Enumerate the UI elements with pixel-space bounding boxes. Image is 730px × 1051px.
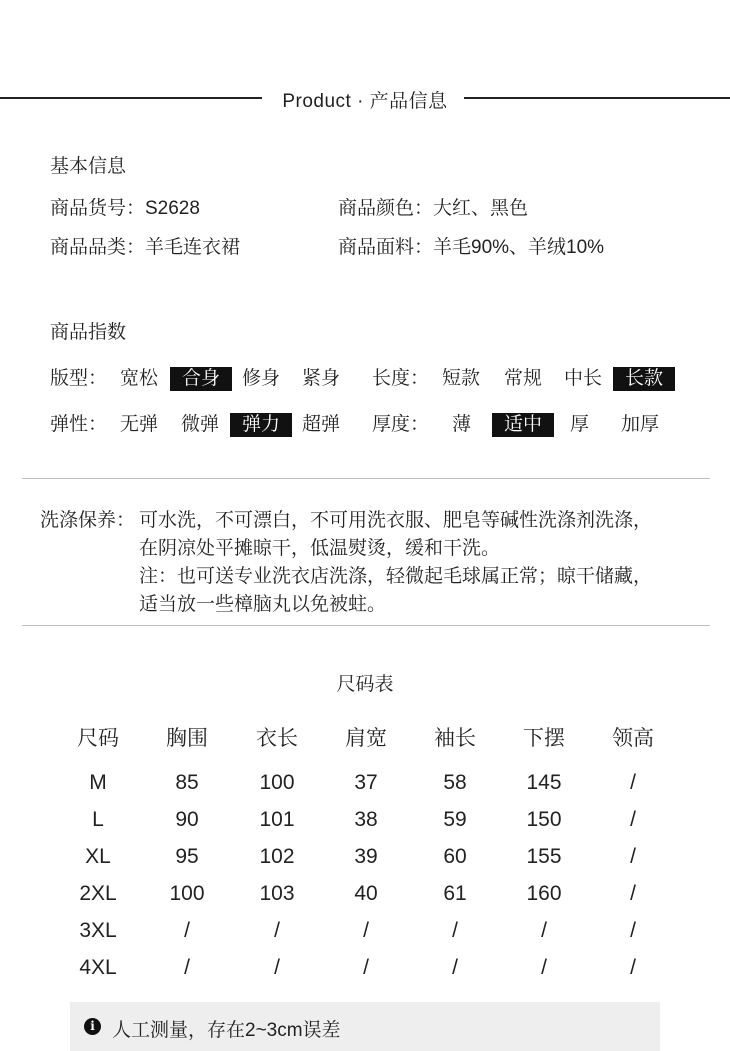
size-table-cell: 100 <box>259 771 295 794</box>
length-option-midi: 中长 <box>564 368 603 389</box>
size-table-cell: L <box>92 808 104 831</box>
size-table-cell: 101 <box>259 808 295 831</box>
size-table-cell: 155 <box>526 845 562 868</box>
size-table-cell: 59 <box>443 808 467 831</box>
size-table-cell: 3XL <box>79 919 117 942</box>
measurement-note <box>70 1002 660 1051</box>
note-text: 人工测量，存在2~3cm误差 <box>112 1020 341 1041</box>
thickness-option-thin: 薄 <box>452 414 472 435</box>
size-table-cell: / <box>363 956 369 979</box>
size-table-cell: 85 <box>175 771 199 794</box>
care-line: 在阴凉处平摊晾干，低温熨烫，缓和干洗。 <box>139 538 501 559</box>
size-table-cell: XL <box>85 845 111 868</box>
care-line: 可水洗，不可漂白，不可用洗衣服、肥皂等碱性洗涤剂洗涤， <box>139 510 653 531</box>
size-table-cell: / <box>184 956 190 979</box>
size-table-cell: / <box>630 771 636 794</box>
length-option-short: 短款 <box>442 368 481 389</box>
size-table-cell: 103 <box>259 882 295 905</box>
thickness-label: 厚度： <box>372 414 430 435</box>
item-number: 商品货号：S2628 <box>50 198 200 219</box>
elastic-option-none: 无弹 <box>120 414 159 435</box>
item-category: 商品品类：羊毛连衣裙 <box>50 237 241 258</box>
size-table-header: 尺码 <box>77 727 119 750</box>
size-table-cell: / <box>630 845 636 868</box>
size-table-cell: / <box>274 919 280 942</box>
size-table-cell: / <box>630 919 636 942</box>
fit-option-regular-selected: 合身 <box>170 367 232 391</box>
elastic-label: 弹性： <box>50 414 108 435</box>
fit-option-tight: 紧身 <box>302 368 341 389</box>
size-table-cell: 160 <box>526 882 562 905</box>
size-table-header: 胸围 <box>166 727 208 750</box>
size-table-cell: / <box>363 919 369 942</box>
elastic-option-stretch-selected: 弹力 <box>230 413 292 437</box>
elastic-option-super: 超弹 <box>302 414 341 435</box>
size-table-cell: / <box>630 882 636 905</box>
size-table-cell: / <box>630 956 636 979</box>
size-table-cell: 100 <box>169 882 205 905</box>
care-line: 注：也可送专业洗衣店洗涤，轻微起毛球属正常；晾干储藏， <box>139 566 653 587</box>
size-table-cell: 150 <box>526 808 562 831</box>
thickness-option-extra-thick: 加厚 <box>621 414 660 435</box>
basic-info-title: 基本信息 <box>50 156 127 177</box>
care-line: 适当放一些樟脑丸以免被蛀。 <box>139 594 387 615</box>
size-table-cell: 102 <box>259 845 295 868</box>
size-table-cell: 40 <box>354 882 378 905</box>
size-table-cell: 61 <box>443 882 467 905</box>
item-fabric: 商品面料：羊毛90%、羊绒10% <box>338 237 605 258</box>
size-table-cell: / <box>184 919 190 942</box>
product-index-title: 商品指数 <box>50 322 127 343</box>
size-table-header: 领高 <box>612 727 654 750</box>
size-table-cell: 39 <box>354 845 378 868</box>
size-table-cell: 145 <box>526 771 562 794</box>
size-table-header: 衣长 <box>256 727 298 750</box>
fit-option-loose: 宽松 <box>120 368 159 389</box>
length-option-regular: 常规 <box>504 368 543 389</box>
size-table-cell: / <box>541 919 547 942</box>
size-table-cell: / <box>274 956 280 979</box>
thickness-option-medium-selected: 适中 <box>492 413 554 437</box>
info-icon: i <box>84 1018 101 1035</box>
size-table-cell: 58 <box>443 771 467 794</box>
size-table-cell: 38 <box>354 808 378 831</box>
size-table-cell: 60 <box>443 845 467 868</box>
size-table-header: 肩宽 <box>345 727 387 750</box>
item-color: 商品颜色：大红、黑色 <box>338 198 529 219</box>
elastic-option-slight: 微弹 <box>181 414 220 435</box>
size-table-header: 袖长 <box>434 727 476 750</box>
size-table-cell: 4XL <box>79 956 117 979</box>
length-option-long-selected: 长款 <box>613 367 675 391</box>
size-table-header: 下摆 <box>523 727 565 750</box>
size-table-cell: 95 <box>175 845 199 868</box>
divider-bottom <box>22 625 710 626</box>
page-title-text: Product · 产品信息 <box>268 91 461 112</box>
size-table-cell: / <box>452 919 458 942</box>
size-table-cell: M <box>89 771 107 794</box>
care-label: 洗涤保养： <box>40 510 136 531</box>
thickness-option-thick: 厚 <box>570 414 590 435</box>
fit-label: 版型： <box>50 368 108 389</box>
length-label: 长度： <box>372 368 430 389</box>
size-table-cell: / <box>452 956 458 979</box>
fit-option-slim: 修身 <box>242 368 281 389</box>
size-table-cell: 90 <box>175 808 199 831</box>
divider-top <box>22 478 710 479</box>
size-table-cell: / <box>541 956 547 979</box>
size-table-cell: 37 <box>354 771 378 794</box>
size-table-cell: / <box>630 808 636 831</box>
size-table-cell: 2XL <box>79 882 117 905</box>
page-title <box>0 86 730 113</box>
size-table-title: 尺码表 <box>336 674 394 695</box>
